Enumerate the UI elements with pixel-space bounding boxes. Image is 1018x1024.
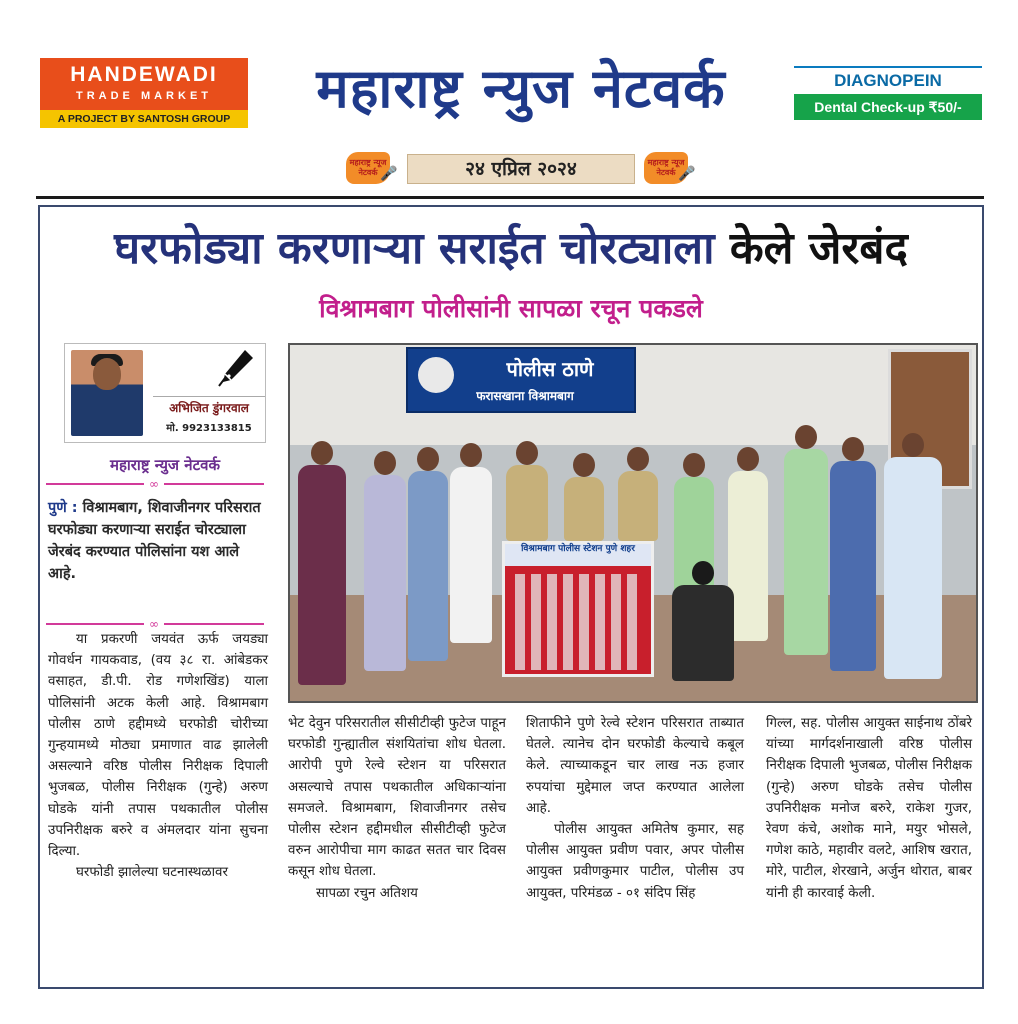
avatar-face <box>93 358 121 390</box>
handewadi-ad[interactable] <box>40 58 248 128</box>
photo-person <box>784 449 828 655</box>
photo-person <box>506 465 548 541</box>
sign-sub-text: फरासखाना विश्रामबाग <box>476 389 574 403</box>
sign-main-text: पोलीस ठाणे <box>506 357 594 381</box>
police-station-sign <box>406 347 636 413</box>
network-logo-text-left: महाराष्ट्र न्यूज नेटवर्क <box>349 158 387 177</box>
divider-ornament: ∞ <box>144 479 164 489</box>
lead-dateline: पुणे : <box>48 500 78 516</box>
article-frame <box>38 205 984 989</box>
divider-ornament: ∞ <box>144 619 164 629</box>
column-4 <box>766 713 972 904</box>
display-label: विश्रामबाग पोलीस स्टेशन पुणे शहर <box>505 544 651 566</box>
paragraph: पोलीस आयुक्त अमितेष कुमार, सह पोलीस आयुक्त प्रवीण पवार, अपर पोलीस आयुक्त प्रवीणकुमार पाटील, पोलीस उप आयुक्त, परिमंडळ - ०१ संदिप सिंह <box>526 822 744 901</box>
photo-person <box>884 457 942 679</box>
article-subheadline: विश्रामबाग पोलीसांनी सापळा रचून पकडले <box>319 294 703 323</box>
seized-items-display <box>502 541 654 677</box>
headline-part1: घरफोड्या करणाऱ्या सराईत चोरट्याला <box>114 223 715 274</box>
issue-date: २४ एप्रिल २०२४ <box>407 154 635 184</box>
reporter-name: अभिजित डुंगरवाल <box>153 396 265 416</box>
photo-person <box>364 475 406 671</box>
photo-person-suspect <box>672 585 734 681</box>
byline-card <box>64 343 266 443</box>
paragraph: घरफोडी झालेल्या घटनास्थळावर <box>76 865 228 881</box>
photo-person <box>830 461 876 671</box>
date-row <box>0 150 1018 190</box>
microphone-icon: 🎤 <box>380 166 398 182</box>
photo-person <box>298 465 346 685</box>
article-headline <box>40 217 982 281</box>
photo-person <box>728 471 768 641</box>
microphone-icon: 🎤 <box>678 166 696 182</box>
news-photo <box>288 343 978 703</box>
network-logo-right <box>642 150 698 188</box>
reporter-avatar <box>71 350 143 436</box>
handewadi-ad-top <box>40 58 248 110</box>
ad-line3: A PROJECT BY SANTOSH GROUP <box>40 110 248 128</box>
lead-paragraph <box>48 497 266 585</box>
paragraph: या प्रकरणी जयवंत ऊर्फ जयड्या गोवर्धन गायकवाड, (वय ३८ रा. आंबेडकर वसाहत, डी.पी. रोड गणेशखिंड) याला पोलिसांनी अटक केली आहे. विश्रामबाग पोलीस ठाणे हद्दीमध्ये घरफोडी चोरीच्या गुन्हयामध्ये मोठ्या प्रमाणात वाढ झालेली असल्याने वरिष्ठ पोलीस निरीक्षक दिपाली भुजबळ, पोलीस निरीक्षक (गुन्हे) अरुण घोडके यांनी तपास पथकातील पोलीस उपनिरीक्षक बरुरे व अंमलदार यांना सुचना दिल्या. <box>48 632 268 860</box>
byline-network: महाराष्ट्र न्युज नेटवर्क <box>109 456 221 474</box>
diagnopein-ad[interactable] <box>794 66 982 122</box>
masthead-title: महाराष्ट्र न्युज नेटवर्क <box>316 57 726 120</box>
paragraph: भेट देवुन परिसरातील सीसीटीव्ही फुटेज पाहून घरफोडी गुन्ह्यातील संशयितांचा शोध घेतला. आरोपी पुणे रेल्वे स्टेशन या परिसरात असल्याचे तपास पथकातील अधिकाऱ्यांना समजले. विश्रामबाग, शिवाजीनगर तसेच पोलीस स्टेशन हद्दीमधील सीसीटीव्ही फुटेज वरुन आरोपीचा माग काढत सतत चार दिवस कसून शोध घेतला. <box>288 716 506 880</box>
network-logo-left <box>344 150 400 188</box>
lead-text: विश्रामबाग, शिवाजीनगर परिसरात घरफोड्या करणाऱ्या सराईत चोरट्याला जेरबंद करण्यात पोलिसांना यश आले आहे. <box>48 500 261 582</box>
paragraph: गिल्ल, सह. पोलीस आयुक्त साईनाथ ठोंबरे यांच्या मार्गदर्शनाखाली वरिष्ठ पोलीस निरीक्षक दिपाली भुजबळ, पोलीस निरीक्षक (गुन्हे) अरुण घोडके तसेच पोलीस उपनिरीक्षक मनोज बरुरे, राकेश गुजर, रेवण कंचे, अशोक माने, मयुर भोसले, गणेश काठे, महावीर वलटे, आशिष खरात, मोरे, पाटील, शेरखाने, अर्जुन थोरात, बाबर यांनी ही कारवाई केली. <box>766 716 972 901</box>
paragraph: शिताफीने पुणे रेल्वे स्टेशन परिसरात ताब्यात घेतले. त्यानेच दोन घरफोडी केल्याचे कबूल केले. त्याच्याकडून चार लाख नऊ हजार रुपयांचा मुद्देमाल जप्त करण्यात आलेला आहे. <box>526 716 744 816</box>
column-1 <box>48 629 268 883</box>
reporter-phone: मो. 9923133815 <box>166 423 252 434</box>
diagnopein-brand <box>794 66 982 94</box>
photo-person <box>450 467 492 643</box>
photo-person <box>618 471 658 541</box>
network-logo-text-right: महाराष्ट्र न्यूज नेटवर्क <box>647 158 685 177</box>
diagnopein-brand-name: DIAGNOPEIN <box>834 71 942 90</box>
paragraph: सापळा रचुन अतिशय <box>316 885 418 901</box>
photo-person <box>408 471 448 661</box>
column-2 <box>288 713 506 904</box>
ad-line1: HANDEWADI <box>70 63 218 86</box>
column-3 <box>526 713 744 904</box>
ad-line2: TRADE MARKET <box>76 90 212 102</box>
dental-checkup-cta: Dental Check-up ₹50/- <box>794 94 982 120</box>
masthead-divider <box>36 196 984 199</box>
photo-person <box>564 477 604 541</box>
headline-part2: केले जेरबंद <box>729 223 908 274</box>
seized-jewellery <box>515 574 641 670</box>
fountain-pen-icon <box>215 348 255 388</box>
